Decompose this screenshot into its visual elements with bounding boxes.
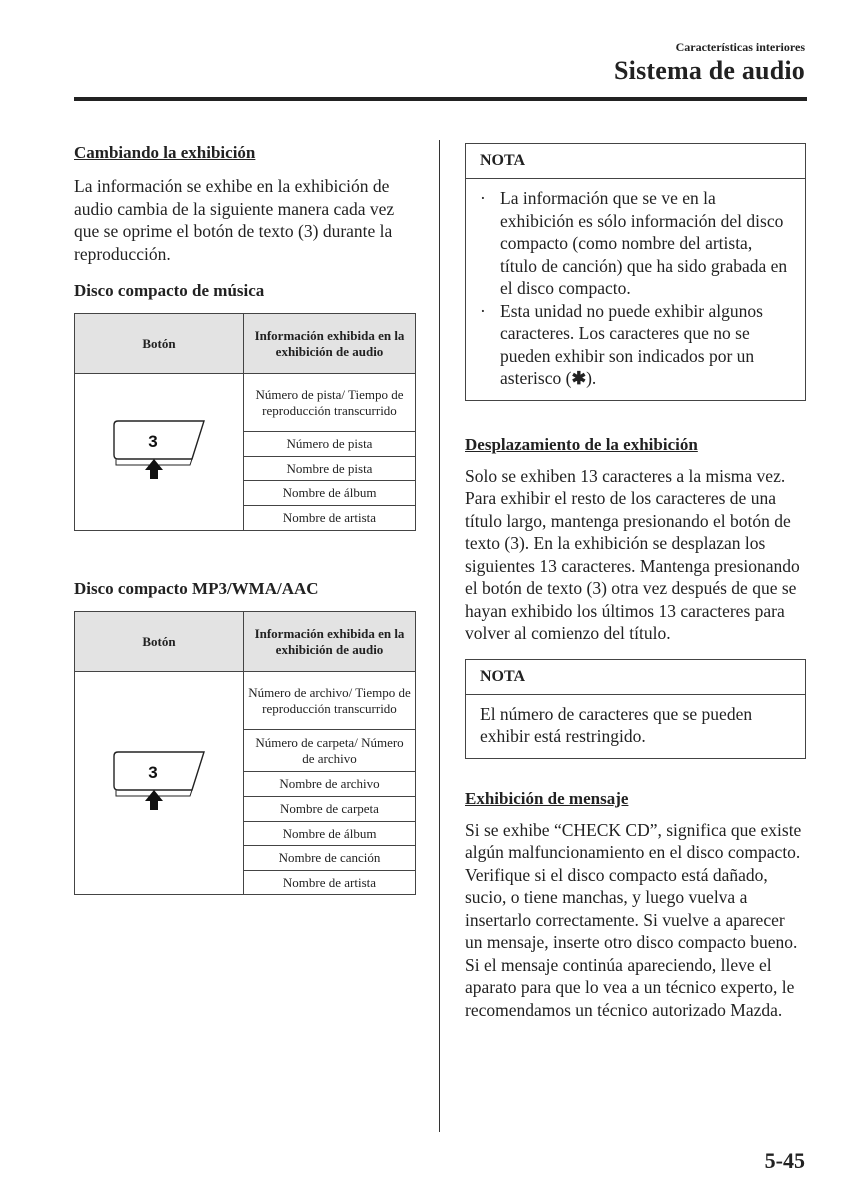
table-row <box>75 672 416 730</box>
paragraph-desplazamiento: Solo se exhiben 13 caracteres a la misma vez. Para exhibir el resto de los caracteres de una título largo, mantenga presionando el botón de texto (3). En la exhibición se desplazan los siguientes 13 caracteres. Mantenga presionando el botón de texto (3) otra vez después de que se hayan exhibido los últimos 13 caracteres para volver al comienzo del título. <box>465 465 800 643</box>
table-cell: Nombre de artista <box>244 871 416 895</box>
header-rule <box>74 97 807 101</box>
nota-bullet <box>480 187 791 300</box>
nota-bullet-text: La información que se ve en la exhibición es sólo información del disco compacto (como nombre del artista, título de canción) que ha sido grabada en el disco compacto. <box>500 188 788 298</box>
col-header-boton: Botón <box>75 612 244 672</box>
header-section: Características interiores <box>675 40 805 54</box>
nota-bullet-end: ). <box>586 368 597 388</box>
paragraph-mensaje: Si se exhibe “CHECK CD”, significa que existe algún malfuncionamiento en el disco compacto. Verifique si el disco compacto está dañado, sucio, o tiene manchas, y luego vuelva a insertarlo correctamente. Si vuelve a aparecer un mensaje, inserte otro disco compacto bueno. Si el mensaje continúa apareciendo, lleve el aparato para que lo vea a un técnico experto, le recomendamos un técnico autorizado Mazda. <box>465 819 802 1020</box>
heading-mensaje: Exhibición de mensaje <box>465 788 629 808</box>
text-button-3-icon <box>104 746 214 816</box>
table-cell: Número de pista <box>244 432 416 457</box>
table-cell: Nombre de artista <box>244 506 416 531</box>
table-cell: Nombre de álbum <box>244 481 416 506</box>
page-number: 5-45 <box>764 1148 805 1173</box>
col-header-info: Información exhibida en la exhibición de audio <box>244 612 416 672</box>
column-divider <box>439 140 440 1132</box>
table-cell: Nombre de álbum <box>244 822 416 846</box>
table-cell: Número de carpeta/ Número de archivo <box>244 730 416 772</box>
subheading-cd-mp3: Disco compacto MP3/WMA/AAC <box>74 579 319 598</box>
table-header-row <box>75 314 416 374</box>
asterisk-icon: ✱ <box>571 368 587 388</box>
button-3-label: 3 <box>148 763 158 782</box>
bullet-dot: · <box>480 188 486 208</box>
bullet-dot: · <box>480 300 486 321</box>
button-3-label: 3 <box>148 432 158 451</box>
nota-body <box>466 179 805 400</box>
nota-title: NOTA <box>466 144 805 179</box>
table-cell: Nombre de archivo <box>244 772 416 797</box>
nota-box-2 <box>465 659 806 759</box>
table-cd-mp3 <box>74 611 416 895</box>
table-header-row <box>75 612 416 672</box>
heading-desplazamiento: Desplazamiento de la exhibición <box>465 434 698 454</box>
text-button-3-icon <box>104 415 214 485</box>
nota-box-1 <box>465 143 806 401</box>
nota-bullet-text-wrap <box>500 300 791 390</box>
subheading-cd-musica: Disco compacto de música <box>74 281 265 300</box>
col-header-info: Información exhibida en la exhibición de audio <box>244 314 416 374</box>
table-cell: Nombre de canción <box>244 846 416 871</box>
left-column <box>74 143 416 895</box>
right-column <box>465 143 806 1021</box>
table-row <box>75 374 416 432</box>
nota-title: NOTA <box>466 660 805 695</box>
table-cd-musica <box>74 313 416 531</box>
nota-body: El número de caracteres que se pueden exhibir está restringido. <box>480 703 753 746</box>
button-cell <box>75 672 244 895</box>
col-header-boton: Botón <box>75 314 244 374</box>
paragraph-cambiando: La información se exhibe en la exhibición de audio cambia de la siguiente manera cada vez que se oprime el botón de texto (3) durante la reproducción. <box>74 176 395 264</box>
nota-bullet <box>480 300 791 390</box>
heading-cambiando: Cambiando la exhibición <box>74 143 256 162</box>
table-cell: Nombre de pista <box>244 457 416 481</box>
table-cell: Nombre de carpeta <box>244 797 416 822</box>
table-cell: Número de pista/ Tiempo de reproducción transcurrido <box>244 374 416 432</box>
nota-bullet-text: Esta unidad no puede exhibir algunos caracteres. Los caracteres que no se pueden exhibir son indicados por un asterisco ( <box>500 300 763 388</box>
table-cell: Número de archivo/ Tiempo de reproducción transcurrido <box>244 672 416 730</box>
page-title: Sistema de audio <box>613 56 805 85</box>
button-cell <box>75 374 244 531</box>
